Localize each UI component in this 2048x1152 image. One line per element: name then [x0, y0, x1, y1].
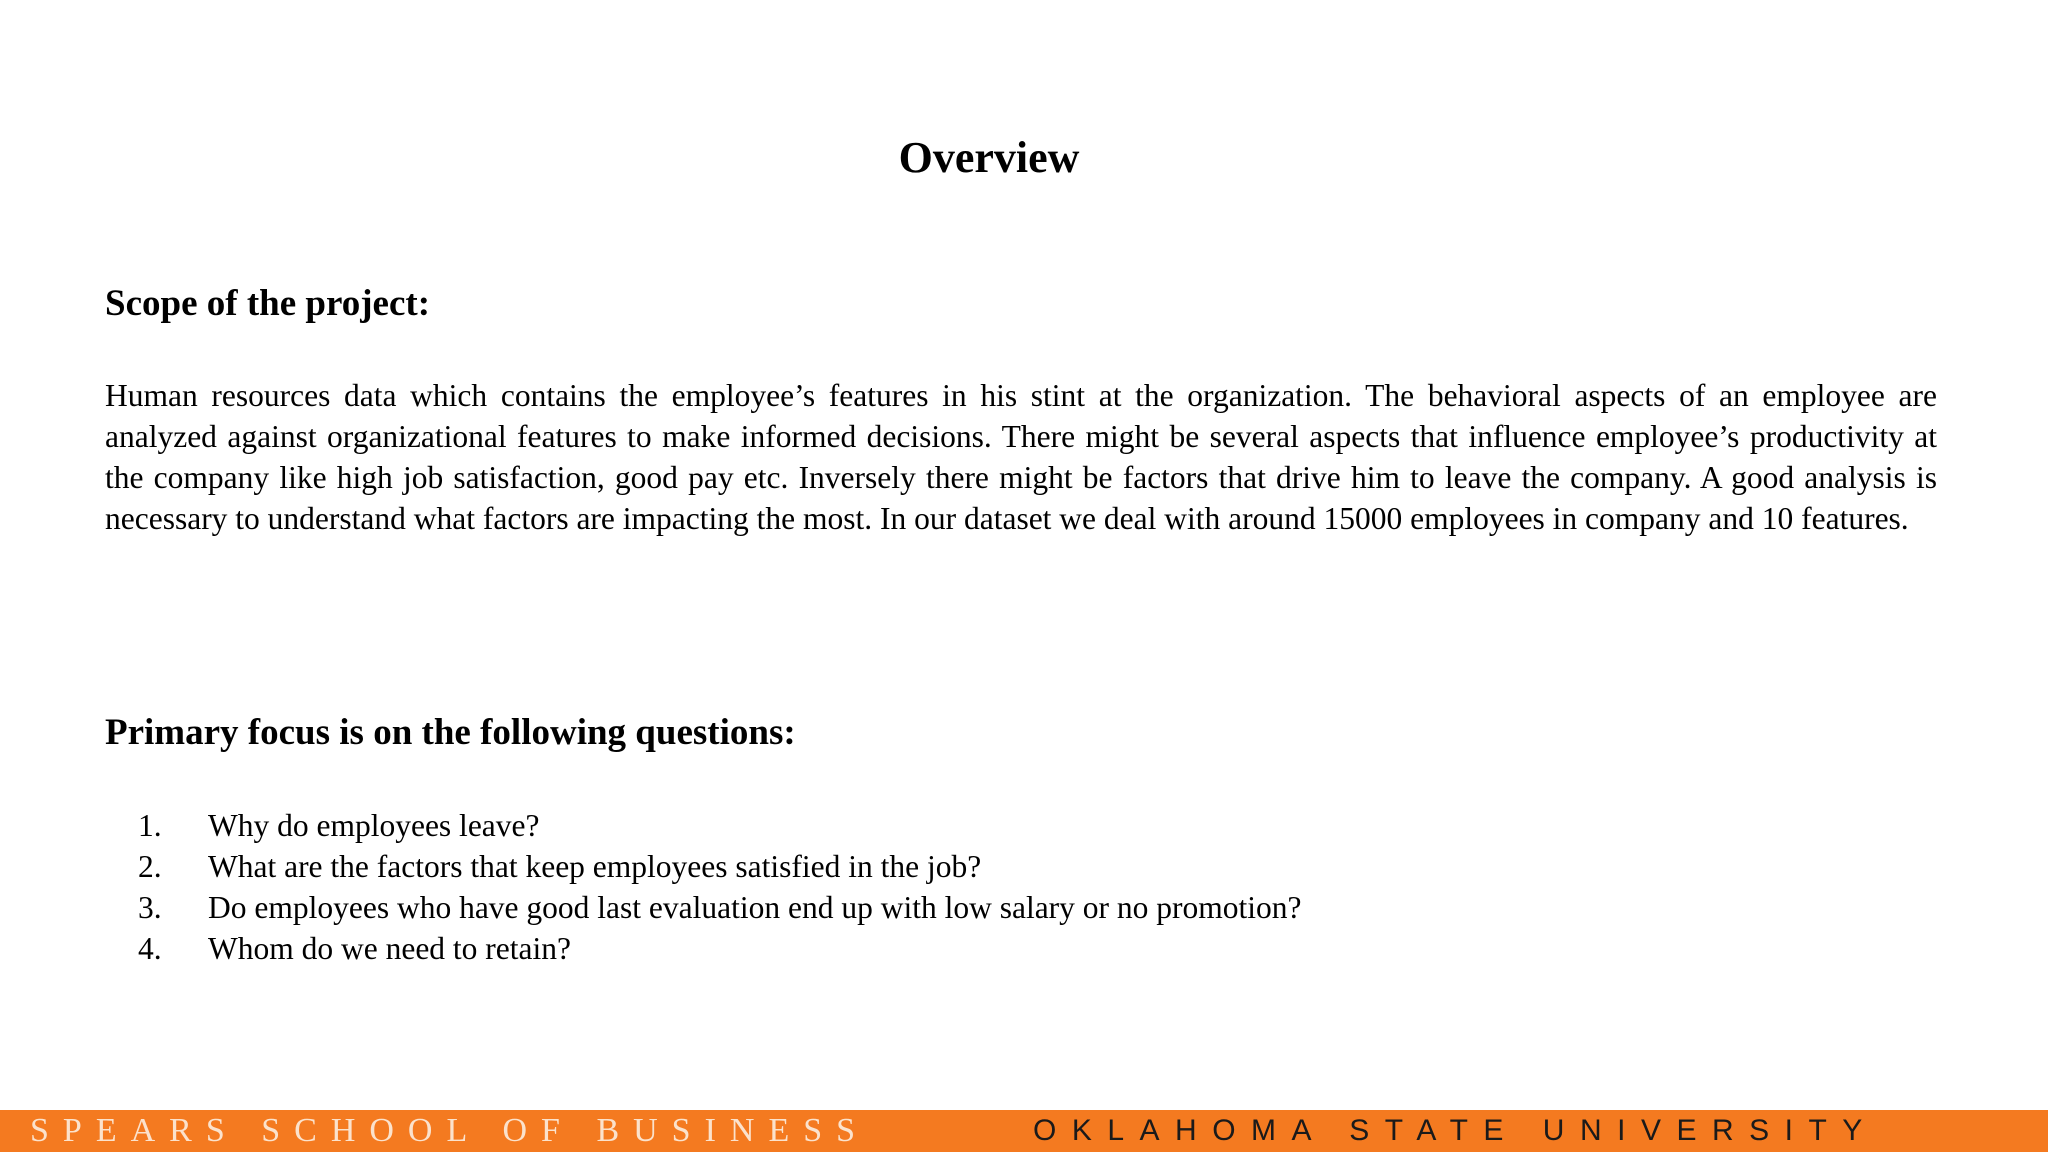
footer-banner: [0, 1110, 2048, 1152]
scope-paragraph: Human resources data which contains the employee’s features in his stint at the organization. The behavioral aspects of an employee are analyzed against organizational features to make informed decisions. There might be several aspects that influence employee’s productivity at the company like high job satisfaction, good pay etc. Inversely there might be factors that drive him to leave the company. A good analysis is necessary to understand what factors are impacting the most. In our dataset we deal with around 15000 employees in company and 10 features.: [105, 378, 1937, 536]
list-item-number: 1.: [138, 808, 162, 843]
list-item: [105, 846, 1905, 887]
list-item-text: Whom do we need to retain?: [208, 931, 571, 966]
list-item-number: 4.: [138, 931, 162, 966]
questions-list: [105, 805, 1905, 969]
list-item-text: What are the factors that keep employees satisfied in the job?: [208, 849, 982, 884]
footer-school-name: SPEARS SCHOOL OF BUSINESS: [30, 1112, 870, 1149]
list-item: [105, 805, 1905, 846]
list-item-text: Why do employees leave?: [208, 808, 540, 843]
list-item-text: Do employees who have good last evaluation end up with low salary or no promotion?: [208, 890, 1302, 925]
scope-heading: Scope of the project:: [105, 283, 431, 324]
list-item: [105, 928, 1905, 969]
slide-title: Overview: [898, 133, 1080, 182]
footer-university-name: OKLAHOMA STATE UNIVERSITY: [1033, 1114, 1878, 1147]
list-item-number: 3.: [138, 890, 162, 925]
list-item-number: 2.: [138, 849, 162, 884]
focus-heading: Primary focus is on the following questions:: [105, 712, 796, 753]
list-item: [105, 887, 1905, 928]
